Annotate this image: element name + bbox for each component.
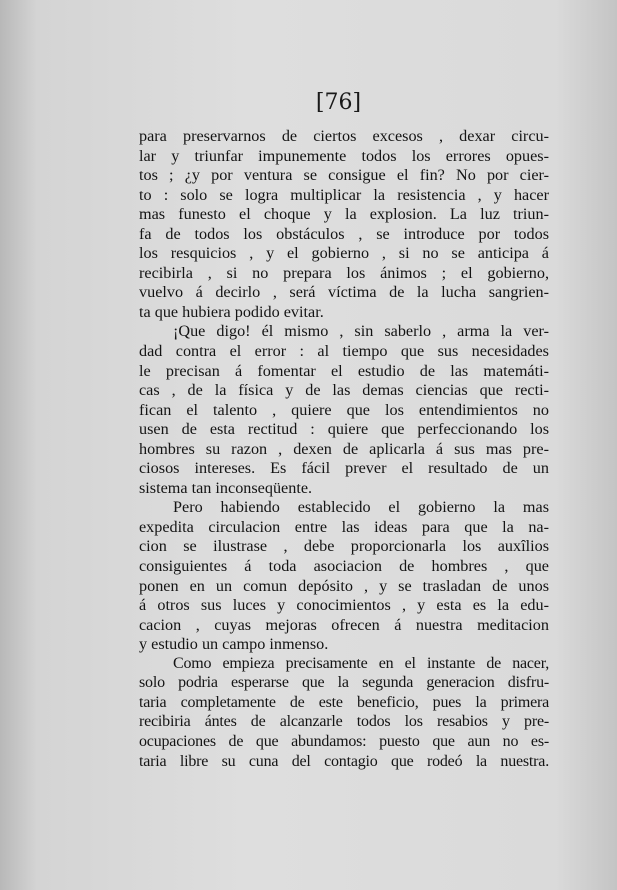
body-text bbox=[139, 127, 549, 772]
text-line: Pero habiendo establecido el gobierno la mas bbox=[173, 498, 549, 517]
text-line: solo podria esperarse que la segunda generacion disfru- bbox=[139, 674, 549, 692]
text-line: para preservarnos de ciertos excesos , dexar circu- bbox=[139, 127, 549, 145]
text-line: recibirla , si no prepara los ánimos ; el gobierno, bbox=[139, 263, 549, 282]
text-line: á otros sus luces y conocimientos , y esta es la edu- bbox=[139, 596, 549, 615]
text-line: le precisan á fomentar el estudio de las matemáti- bbox=[139, 361, 549, 380]
text-line: lar y triunfar impunemente todos los errores opues- bbox=[139, 146, 549, 165]
text-line: ¡Que digo! él mismo , sin saberlo , arma la ver- bbox=[173, 322, 549, 341]
text-line: cas , de la física y de las demas ciencias que recti- bbox=[139, 381, 549, 400]
text-line: to : solo se logra multiplicar la resistencia , y hacer bbox=[139, 185, 549, 204]
text-line: Como empieza precisamente en el instante de nacer, bbox=[173, 654, 549, 672]
text-line: usen de esta rectitud : quiere que perfeccionando los bbox=[139, 420, 549, 439]
text-line: mas funesto el choque y la explosion. La luz triun- bbox=[139, 205, 549, 224]
text-line: dad contra el error : al tiempo que sus necesidades bbox=[139, 342, 549, 361]
text-line: ciosos intereses. Es fácil prever el resultado de un bbox=[139, 459, 549, 478]
text-line: ta que hubiera podido evitar. bbox=[139, 302, 324, 321]
text-line: ponen en un comun depósito , y se trasladan de unos bbox=[139, 576, 549, 595]
text-line: consiguientes á toda asociacion de hombres , que bbox=[139, 557, 549, 576]
text-line: fican el talento , quiere que los entendimientos no bbox=[139, 400, 549, 419]
text-line: taria completamente de este beneficio, pues la primera bbox=[139, 693, 549, 711]
text-line: sistema tan inconseqüente. bbox=[139, 478, 313, 497]
text-line: y estudio un campo inmenso. bbox=[139, 635, 329, 654]
text-line: recibiria ántes de alcanzarle todos los resabios y pre- bbox=[139, 713, 549, 731]
text-line: los resquicios , y el gobierno , si no se anticipa á bbox=[139, 244, 549, 263]
text-line: tos ; ¿y por ventura se consigue el fin? No por cier- bbox=[139, 166, 549, 185]
text-line: expedita circulacion entre las ideas para que la na- bbox=[139, 517, 549, 536]
page-number: [76] bbox=[315, 90, 362, 115]
text-line: taria libre su cuna del contagio que rodeó la nuestra. bbox=[139, 752, 549, 770]
text-line: fa de todos los obstáculos , se introduce por todos bbox=[139, 224, 549, 243]
text-line: ocupaciones de que abundamos: puesto que aun no es- bbox=[139, 732, 549, 750]
text-line: hombres su razon , dexen de aplicarla á sus mas pre- bbox=[139, 439, 549, 458]
text-line: cacion , cuyas mejoras ofrecen á nuestra meditacion bbox=[139, 615, 549, 634]
text-line: cion se ilustrase , debe proporcionarla los auxîlios bbox=[139, 537, 549, 556]
text-line: vuelvo á decirlo , será víctima de la lucha sangrien- bbox=[139, 283, 549, 302]
